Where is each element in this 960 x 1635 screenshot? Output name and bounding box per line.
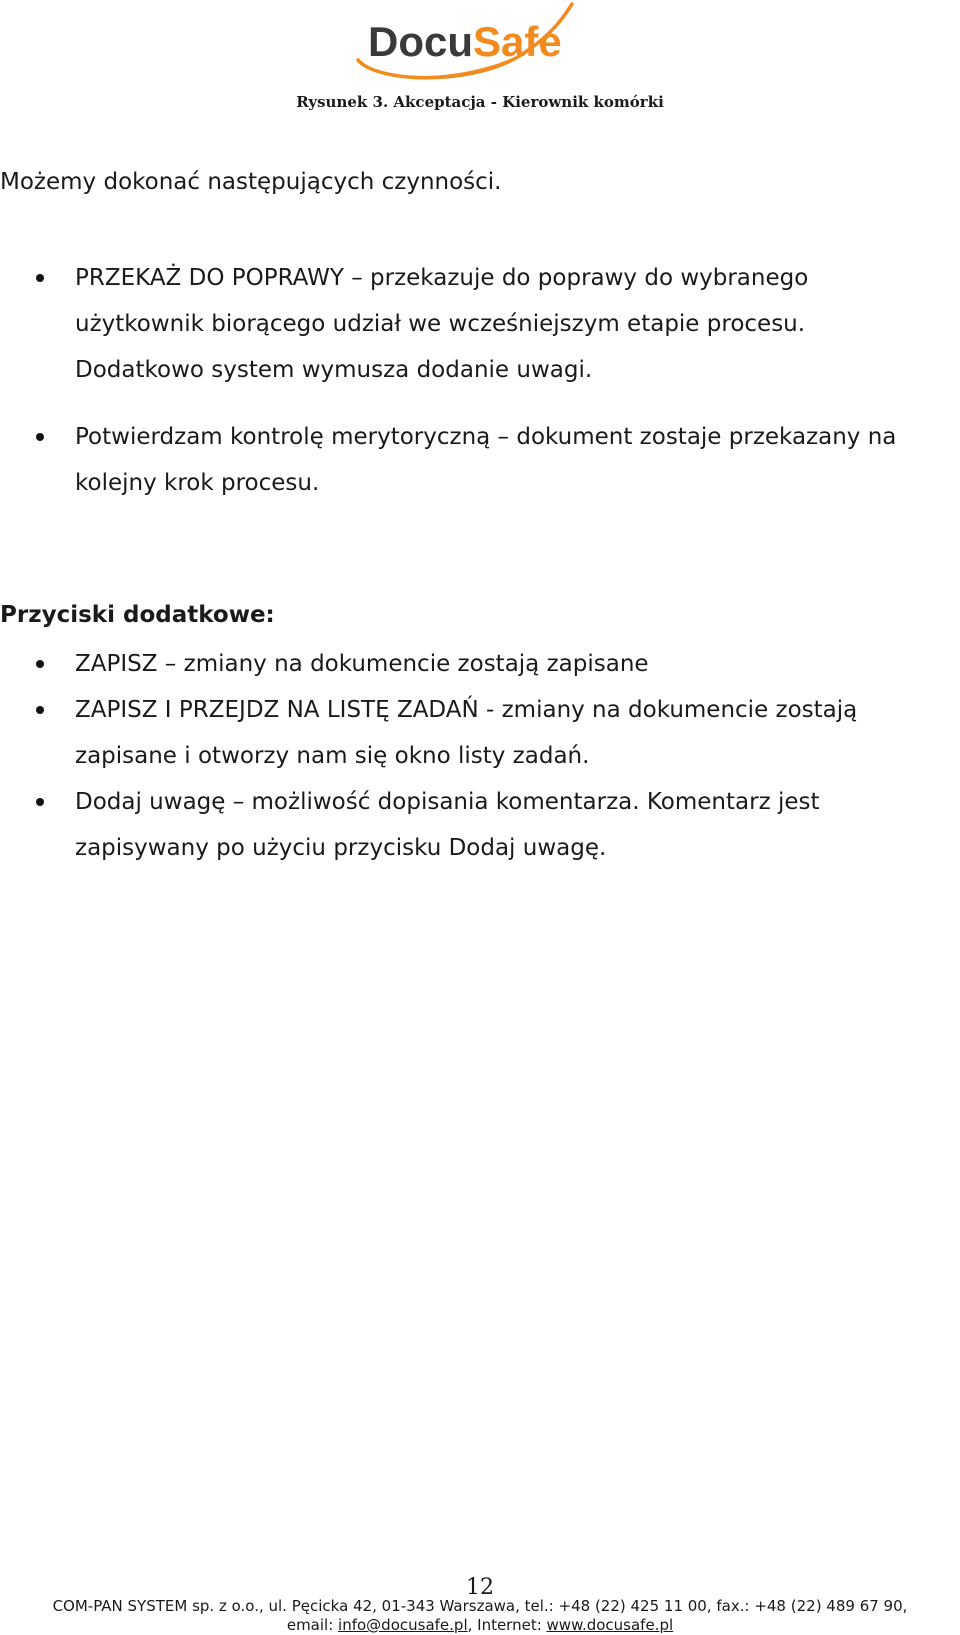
button-description: Dodaj uwagę – możliwość dopisania komentarza. Komentarz jest zapisywany po użyciu przycisku Dodaj uwagę. — [75, 789, 820, 861]
extra-buttons-list — [0, 641, 960, 871]
bullet-icon — [36, 433, 44, 441]
intro-text: Możemy dokonać następujących czynności. — [0, 169, 502, 195]
svg-text:DocuSafe — [368, 18, 562, 65]
footer-internet-label: , Internet: — [467, 1616, 547, 1634]
email-link[interactable]: info@docusafe.pl — [338, 1616, 468, 1634]
logo-text-docu: Docu — [368, 18, 473, 65]
docusafe-logo — [356, 0, 616, 90]
logo-text-safe: Safe — [473, 18, 562, 65]
list-item — [0, 687, 960, 779]
button-description: ZAPISZ I PRZEJDZ NA LISTĘ ZADAŃ - zmiany na dokumencie zostają zapisane i otworzy nam się okno listy zadań. — [75, 697, 858, 769]
bullet-icon — [36, 660, 44, 668]
bullet-icon — [36, 706, 44, 714]
list-item — [0, 779, 960, 871]
footer-email-label: email: — [286, 1616, 339, 1634]
list-item — [0, 414, 960, 506]
website-link[interactable]: www.docusafe.pl — [546, 1616, 674, 1634]
section-title: Przyciski dodatkowe: — [0, 602, 275, 628]
bullet-icon — [36, 274, 44, 282]
list-item — [0, 641, 960, 687]
bullet-icon — [36, 798, 44, 806]
page-number: 12 — [466, 1575, 494, 1600]
footer-contact-line — [0, 1616, 960, 1634]
footer-company-line: COM-PAN SYSTEM sp. z o.o., ul. Pęcicka 42, 01-343 Warszawa, tel.: +48 (22) 425 11 00, fax.: +48 (22) 489 67 90, — [52, 1597, 908, 1615]
actions-list — [0, 255, 960, 506]
figure-caption: Rysunek 3. Akceptacja - Kierownik komórki — [296, 93, 664, 111]
action-text: Potwierdzam kontrolę merytoryczną – dokument zostaje przekazany na kolejny krok procesu. — [75, 424, 897, 496]
list-item — [0, 255, 960, 393]
button-description: ZAPISZ – zmiany na dokumencie zostają zapisane — [75, 651, 649, 677]
action-text: PRZEKAŻ DO POPRAWY – przekazuje do poprawy do wybranego użytkownik biorącego udział we wcześniejszym etapie procesu. Dodatkowo system wymusza dodanie uwagi. — [75, 265, 809, 383]
